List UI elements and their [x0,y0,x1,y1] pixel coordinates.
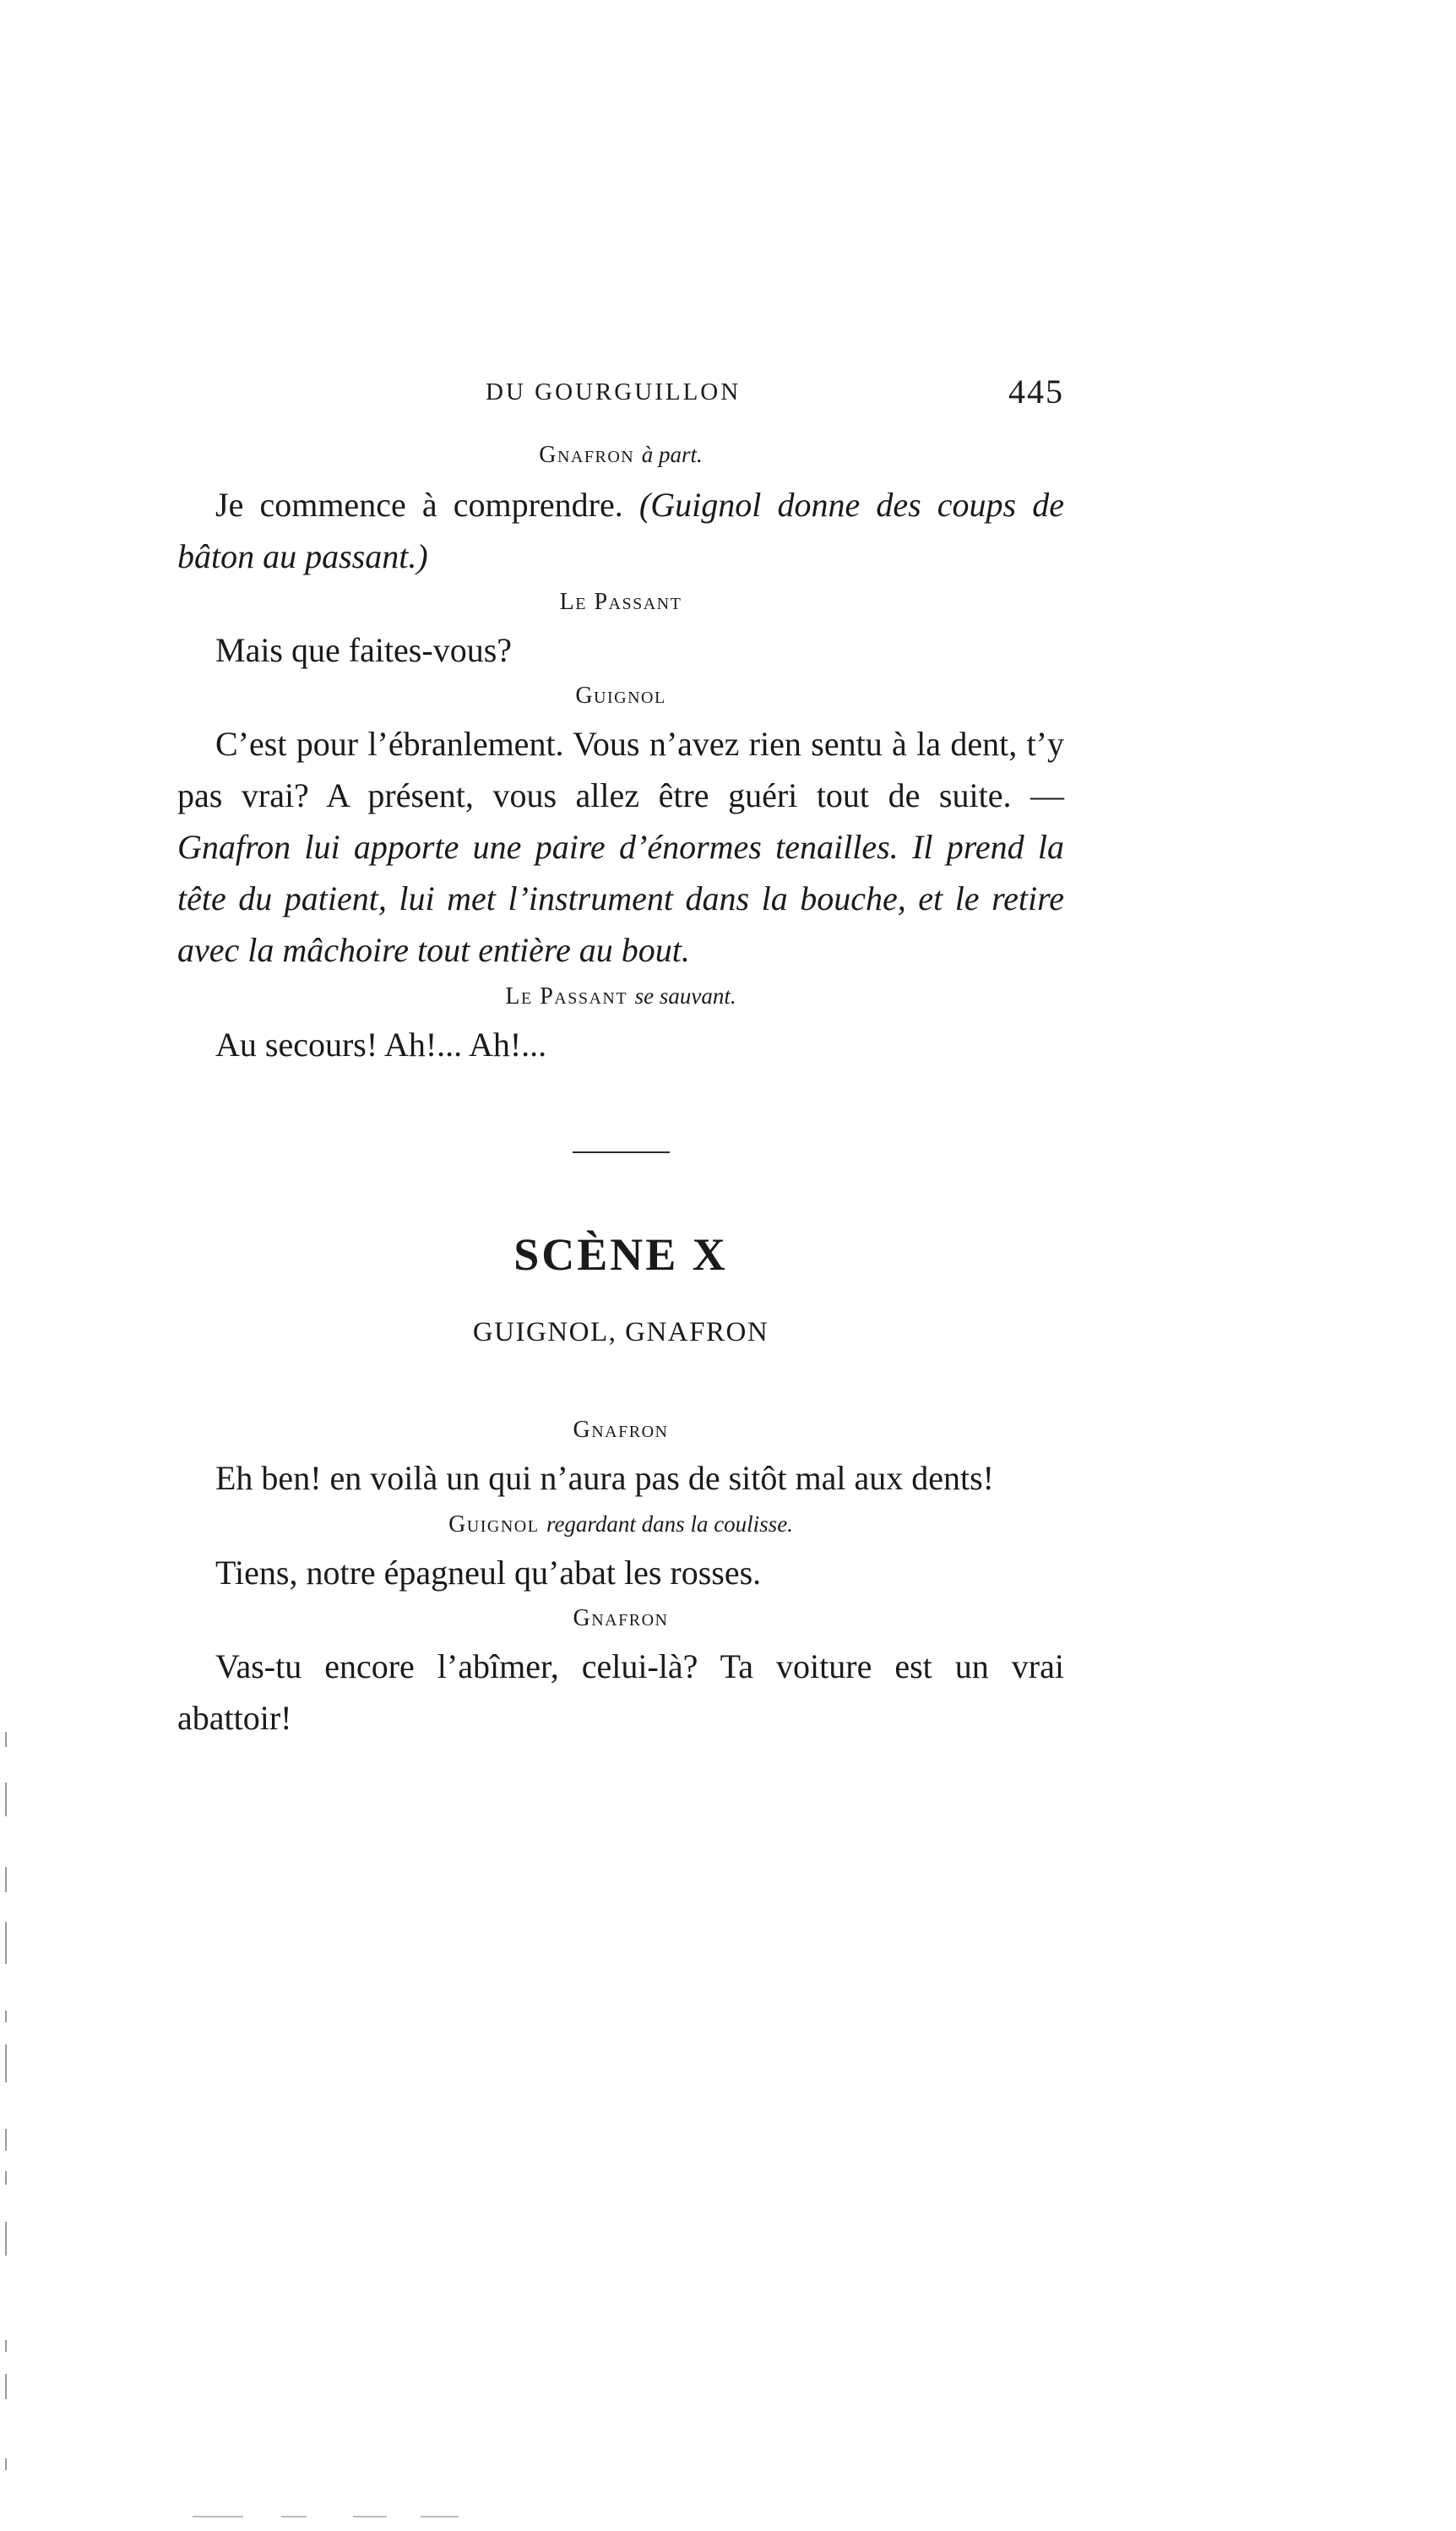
speech-line [177,1641,1064,1744]
speech-text: Vas-tu encore l’abîmer, celui-là? Ta voiture est un vrai abattoir! [177,1647,1064,1737]
speech-text: Mais que faites-vous? [215,631,513,669]
speech-line [177,479,1064,582]
scan-mark [5,1732,7,1747]
speaker-heading [177,587,1064,618]
speech-text: C’est pour l’ébranlement. Vous n’avez rien sentu à la dent, t’y pas vrai? A présent, vous allez être guéri tout de suite. — [177,725,1064,814]
speech-text: Je commence à comprendre. [215,486,639,524]
speaker-name: Gnafron [573,1417,669,1443]
scan-mark [5,1783,7,1816]
scan-mark [281,2516,307,2517]
section-divider [573,1151,670,1153]
scene-title: SCÈNE X [513,1229,728,1280]
speech-line [177,1547,1064,1598]
scan-mark [5,2011,7,2022]
scan-mark [193,2516,243,2517]
scan-mark [5,2458,7,2470]
scene-characters: GUIGNOL, GNAFRON [472,1317,769,1347]
speaker-name: Guignol [575,683,666,709]
speaker-name: Guignol [448,1511,540,1538]
speech-line [177,718,1064,976]
stage-direction: à part. [641,442,703,467]
scan-mark [5,2222,7,2256]
stage-direction: regardant dans la coulisse. [546,1511,793,1537]
stage-direction: (Guignol donne des coups de bâton au passant.) [177,486,1064,575]
stage-direction: Gnafron lui apporte une paire d’énormes tenailles. Il prend la tête du patient, lui met l’instrument dans la bouche, et le retire avec la mâchoire tout entière au bout. [177,828,1064,969]
speaker-name: Gnafron [573,1605,669,1631]
stage-direction: se sauvant. [634,983,736,1009]
scan-mark [5,1922,7,1964]
speaker-heading [177,1603,1064,1634]
running-head [177,372,1064,414]
speech-line [177,1452,1064,1504]
speaker-heading [177,1415,1064,1445]
running-title: DU GOURGUILLON [486,378,742,406]
scan-mark [5,2044,7,2082]
speech-text: Eh ben! en voilà un qui n’aura pas de sitôt mal aux dents! [215,1459,994,1497]
speaker-heading [177,681,1064,711]
speech-text: Au secours! Ah!... Ah!... [215,1026,547,1064]
speaker-heading [177,1509,1064,1540]
scan-mark [5,2340,7,2352]
speaker-heading [177,981,1064,1012]
scan-mark [5,2129,7,2151]
speech-line [177,1019,1064,1070]
speaker-heading [177,439,1064,471]
speaker-name: Le Passant [559,589,682,615]
scan-footer-marks [193,2516,530,2519]
dialogue-text [177,439,1064,1744]
scan-mark [421,2516,459,2517]
page-number: 445 [1008,373,1064,411]
scan-mark [5,2171,7,2185]
speech-text: Tiens, notre épagneul qu’abat les rosses. [215,1554,762,1592]
book-page [177,0,1064,2531]
scan-mark [5,1867,7,1892]
scan-margin-marks [0,1732,12,2492]
speaker-name: Gnafron [539,442,635,468]
speaker-name: Le Passant [505,983,628,1010]
scan-mark [353,2516,387,2517]
scan-mark [5,2374,7,2399]
speech-line [177,624,1064,676]
